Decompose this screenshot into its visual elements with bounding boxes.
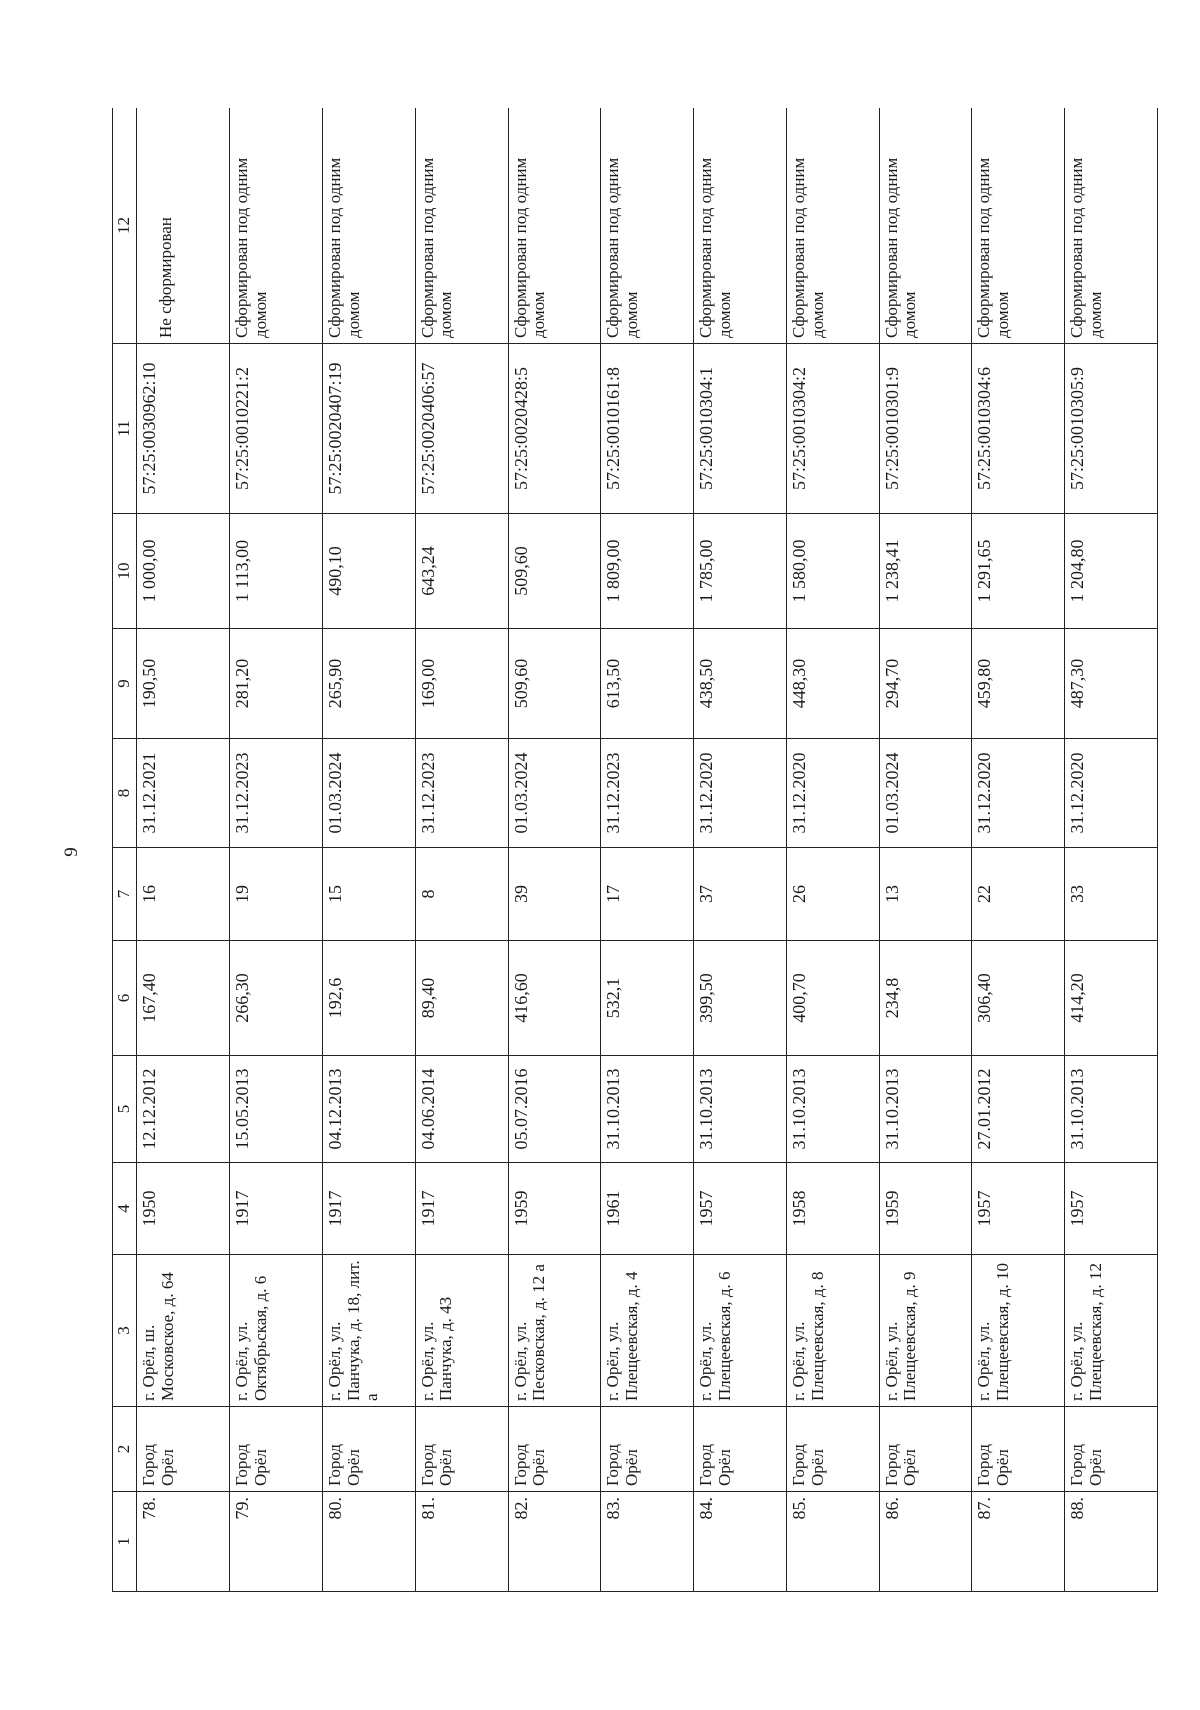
- municipality: Город Орёл: [1065, 1407, 1158, 1492]
- living-area: 416,60: [508, 941, 601, 1056]
- planned-resettlement-date: 31.12.2020: [786, 739, 879, 848]
- table-row: [415, 108, 508, 1592]
- construction-year: 1917: [415, 1163, 508, 1255]
- land-area: 448,30: [786, 629, 879, 739]
- planned-resettlement-date: 31.12.2020: [972, 739, 1065, 848]
- column-number: 3: [113, 1255, 137, 1407]
- recognition-date: 31.10.2013: [1065, 1056, 1158, 1163]
- land-area: 281,20: [230, 629, 323, 739]
- total-area: 1 809,00: [601, 514, 694, 629]
- land-plot-status: Сформирован под одним домом: [694, 108, 787, 344]
- recognition-date: 05.07.2016: [508, 1056, 601, 1163]
- residents-count: 13: [879, 848, 972, 941]
- column-number: 11: [113, 344, 137, 514]
- living-area: 234,8: [879, 941, 972, 1056]
- row-number: 84.: [694, 1492, 787, 1592]
- living-area: 89,40: [415, 941, 508, 1056]
- address: г. Орёл, ул. Панчука, д. 43: [415, 1255, 508, 1407]
- row-number: 81.: [415, 1492, 508, 1592]
- total-area: 1 204,80: [1065, 514, 1158, 629]
- planned-resettlement-date: 31.12.2020: [694, 739, 787, 848]
- land-plot-status: Сформирован под одним домом: [972, 108, 1065, 344]
- land-plot-status: Сформирован под одним домом: [879, 108, 972, 344]
- cadastral-number: 57:25:0010304:2: [786, 344, 879, 514]
- address: г. Орёл, ул. Плещеевская, д. 10: [972, 1255, 1065, 1407]
- table-row: [230, 108, 323, 1592]
- living-area: 414,20: [1065, 941, 1158, 1056]
- residents-count: 39: [508, 848, 601, 941]
- planned-resettlement-date: 01.03.2024: [322, 739, 415, 848]
- total-area: 1 000,00: [137, 514, 230, 629]
- municipality: Город Орёл: [601, 1407, 694, 1492]
- municipality: Город Орёл: [322, 1407, 415, 1492]
- land-plot-status: Сформирован под одним домом: [230, 108, 323, 344]
- residents-count: 16: [137, 848, 230, 941]
- municipality: Город Орёл: [786, 1407, 879, 1492]
- column-number: 12: [113, 108, 137, 344]
- planned-resettlement-date: 31.12.2020: [1065, 739, 1158, 848]
- column-number: 4: [113, 1163, 137, 1255]
- living-area: 532,1: [601, 941, 694, 1056]
- living-area: 400,70: [786, 941, 879, 1056]
- construction-year: 1957: [1065, 1163, 1158, 1255]
- land-area: 265,90: [322, 629, 415, 739]
- row-number: 78.: [137, 1492, 230, 1592]
- total-area: 1 580,00: [786, 514, 879, 629]
- planned-resettlement-date: 31.12.2023: [230, 739, 323, 848]
- address: г. Орёл, ул. Октябрьская, д. 6: [230, 1255, 323, 1407]
- living-area: 266,30: [230, 941, 323, 1056]
- municipality: Город Орёл: [508, 1407, 601, 1492]
- municipality: Город Орёл: [972, 1407, 1065, 1492]
- row-number: 79.: [230, 1492, 323, 1592]
- housing-register-table: [112, 108, 1158, 1592]
- address: г. Орёл, ул. Плещеевская, д. 9: [879, 1255, 972, 1407]
- land-plot-status: Сформирован под одним домом: [601, 108, 694, 344]
- recognition-date: 31.10.2013: [879, 1056, 972, 1163]
- land-area: 509,60: [508, 629, 601, 739]
- cadastral-number: 57:25:0010305:9: [1065, 344, 1158, 514]
- land-area: 169,00: [415, 629, 508, 739]
- table-row: [1065, 108, 1158, 1592]
- cadastral-number: 57:25:0010304:6: [972, 344, 1065, 514]
- address: г. Орёл, ул. Песковская, д. 12 а: [508, 1255, 601, 1407]
- table-row: [601, 108, 694, 1592]
- cadastral-number: 57:25:0010304:1: [694, 344, 787, 514]
- land-plot-status: Не сформирован: [137, 108, 230, 344]
- table-row: [137, 108, 230, 1592]
- land-area: 487,30: [1065, 629, 1158, 739]
- column-number: 7: [113, 848, 137, 941]
- recognition-date: 27.01.2012: [972, 1056, 1065, 1163]
- land-plot-status: Сформирован под одним домом: [1065, 108, 1158, 344]
- table-row: [694, 108, 787, 1592]
- recognition-date: 04.12.2013: [322, 1056, 415, 1163]
- total-area: 1 238,41: [879, 514, 972, 629]
- column-number: 6: [113, 941, 137, 1056]
- recognition-date: 04.06.2014: [415, 1056, 508, 1163]
- table-container: [112, 108, 1158, 1592]
- address: г. Орёл, ул. Плещеевская, д. 4: [601, 1255, 694, 1407]
- planned-resettlement-date: 31.12.2023: [415, 739, 508, 848]
- land-area: 190,50: [137, 629, 230, 739]
- address: г. Орёл, ул. Панчука, д. 18, лит. а: [322, 1255, 415, 1407]
- address: г. Орёл, ш. Московское, д. 64: [137, 1255, 230, 1407]
- row-number: 88.: [1065, 1492, 1158, 1592]
- row-number: 82.: [508, 1492, 601, 1592]
- construction-year: 1958: [786, 1163, 879, 1255]
- table-row: [972, 108, 1065, 1592]
- construction-year: 1957: [972, 1163, 1065, 1255]
- residents-count: 15: [322, 848, 415, 941]
- residents-count: 17: [601, 848, 694, 941]
- total-area: 1 291,65: [972, 514, 1065, 629]
- row-number: 80.: [322, 1492, 415, 1592]
- land-plot-status: Сформирован под одним домом: [415, 108, 508, 344]
- recognition-date: 12.12.2012: [137, 1056, 230, 1163]
- column-number: 8: [113, 739, 137, 848]
- land-area: 294,70: [879, 629, 972, 739]
- living-area: 167,40: [137, 941, 230, 1056]
- column-number: 9: [113, 629, 137, 739]
- table-body: [113, 108, 1158, 1592]
- column-number: 5: [113, 1056, 137, 1163]
- cadastral-number: 57:25:0030962:10: [137, 344, 230, 514]
- living-area: 192,6: [322, 941, 415, 1056]
- cadastral-number: 57:25:0010221:2: [230, 344, 323, 514]
- residents-count: 37: [694, 848, 787, 941]
- land-area: 459,80: [972, 629, 1065, 739]
- recognition-date: 31.10.2013: [786, 1056, 879, 1163]
- recognition-date: 31.10.2013: [694, 1056, 787, 1163]
- row-number: 83.: [601, 1492, 694, 1592]
- table-row: [508, 108, 601, 1592]
- recognition-date: 15.05.2013: [230, 1056, 323, 1163]
- total-area: 1 113,00: [230, 514, 323, 629]
- residents-count: 22: [972, 848, 1065, 941]
- municipality: Город Орёл: [230, 1407, 323, 1492]
- table-row: [322, 108, 415, 1592]
- row-number: 86.: [879, 1492, 972, 1592]
- cadastral-number: 57:25:0020407:19: [322, 344, 415, 514]
- construction-year: 1957: [694, 1163, 787, 1255]
- construction-year: 1961: [601, 1163, 694, 1255]
- land-area: 613,50: [601, 629, 694, 739]
- cadastral-number: 57:25:0010301:9: [879, 344, 972, 514]
- living-area: 399,50: [694, 941, 787, 1056]
- total-area: 490,10: [322, 514, 415, 629]
- address: г. Орёл, ул. Плещеевская, д. 12: [1065, 1255, 1158, 1407]
- address: г. Орёл, ул. Плещеевская, д. 6: [694, 1255, 787, 1407]
- construction-year: 1917: [322, 1163, 415, 1255]
- planned-resettlement-date: 01.03.2024: [879, 739, 972, 848]
- row-number: 87.: [972, 1492, 1065, 1592]
- living-area: 306,40: [972, 941, 1065, 1056]
- recognition-date: 31.10.2013: [601, 1056, 694, 1163]
- land-area: 438,50: [694, 629, 787, 739]
- column-number: 2: [113, 1407, 137, 1492]
- address: г. Орёл, ул. Плещеевская, д. 8: [786, 1255, 879, 1407]
- residents-count: 19: [230, 848, 323, 941]
- residents-count: 26: [786, 848, 879, 941]
- total-area: 1 785,00: [694, 514, 787, 629]
- cadastral-number: 57:25:0020406:57: [415, 344, 508, 514]
- cadastral-number: 57:25:0020428:5: [508, 344, 601, 514]
- planned-resettlement-date: 01.03.2024: [508, 739, 601, 848]
- row-number: 85.: [786, 1492, 879, 1592]
- cadastral-number: 57:25:0010161:8: [601, 344, 694, 514]
- construction-year: 1959: [508, 1163, 601, 1255]
- planned-resettlement-date: 31.12.2021: [137, 739, 230, 848]
- table-row: [786, 108, 879, 1592]
- table-row: [879, 108, 972, 1592]
- municipality: Город Орёл: [137, 1407, 230, 1492]
- construction-year: 1959: [879, 1163, 972, 1255]
- land-plot-status: Сформирован под одним домом: [508, 108, 601, 344]
- residents-count: 8: [415, 848, 508, 941]
- land-plot-status: Сформирован под одним домом: [786, 108, 879, 344]
- column-number: 1: [113, 1492, 137, 1592]
- page-number: 9: [61, 847, 82, 857]
- column-number-row: [113, 108, 137, 1592]
- construction-year: 1950: [137, 1163, 230, 1255]
- land-plot-status: Сформирован под одним домом: [322, 108, 415, 344]
- residents-count: 33: [1065, 848, 1158, 941]
- total-area: 509,60: [508, 514, 601, 629]
- municipality: Город Орёл: [415, 1407, 508, 1492]
- total-area: 643,24: [415, 514, 508, 629]
- column-number: 10: [113, 514, 137, 629]
- planned-resettlement-date: 31.12.2023: [601, 739, 694, 848]
- municipality: Город Орёл: [694, 1407, 787, 1492]
- construction-year: 1917: [230, 1163, 323, 1255]
- municipality: Город Орёл: [879, 1407, 972, 1492]
